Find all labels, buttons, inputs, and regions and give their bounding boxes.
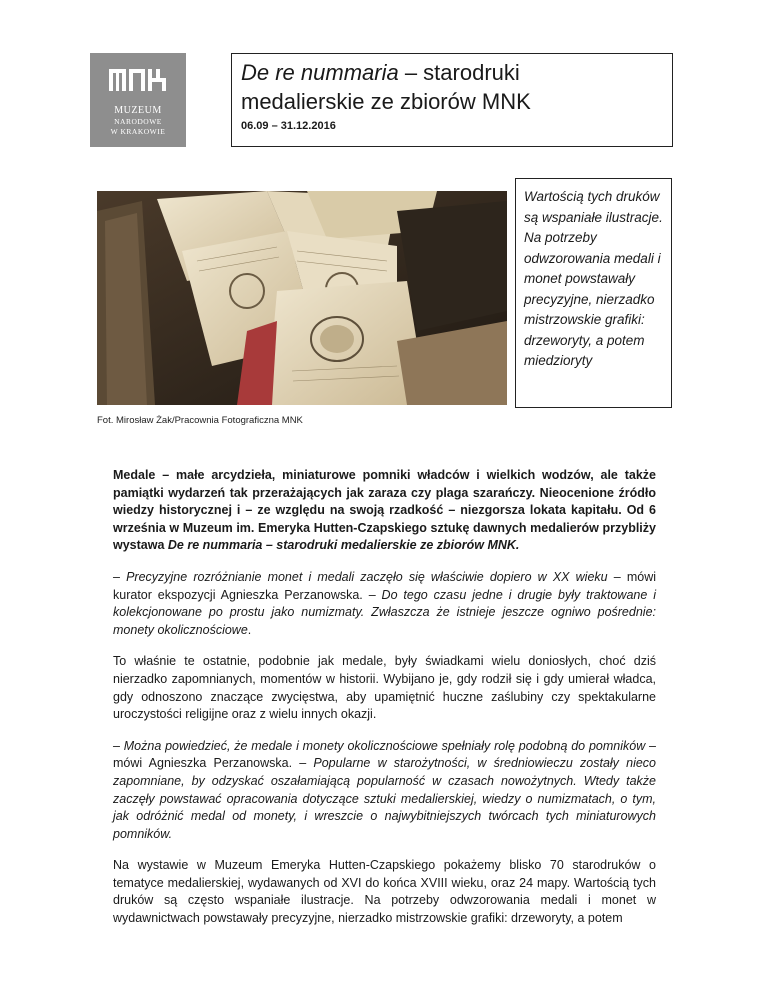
- article-body: [113, 467, 656, 928]
- p4-quote-2: – Popularne w starożytności, w średniowieczu zostały nieco zapomniane, by odzyskać oszałamiającą popularność w czasach nowożytnych. Wtedy także zaczęły powstawać opracowania dotyczące sztuki medalierskiej, wiedzy o numizmatach, o tym, jak odróżnić medal od monety, i wreszcie o najwybitniejszych twórcach tych miniaturowych pomników.: [113, 756, 656, 841]
- logo-line-3: W KRAKOWIE: [110, 127, 166, 136]
- exhibition-dates: 06.09 – 31.12.2016: [241, 120, 336, 132]
- photo-caption: Fot. Mirosław Żak/Pracownia Fotograficzna MNK: [97, 415, 303, 426]
- p2-quote-1: – Precyzyjne rozróżnianie monet i medali zaczęło się właściwie dopiero w XX wieku: [113, 569, 608, 584]
- p4-quote-1: – Można powiedzieć, że medale i monety okolicznościowe spełniały rolę podobną do pomników –: [113, 738, 656, 753]
- exhibition-title-box: [231, 53, 673, 147]
- books-illustration: [97, 191, 507, 405]
- pull-quote: Wartością tych druków są wspaniałe ilustracje. Na potrzeby odwzorowania medali i monet powstawały precyzyjne, nierzadko mistrzowskie grafiki: drzeworyty, a potem miedzioryty: [515, 178, 672, 408]
- title-rest: – starodruki: [398, 60, 520, 85]
- lead-exhibition-title: De re nummaria – starodruki medalierskie ze zbiorów MNK.: [167, 538, 520, 553]
- museum-logo: [90, 53, 186, 147]
- title-line-2: medalierskie ze zbiorów MNK: [241, 89, 531, 114]
- logo-line-2: NARODOWE: [114, 117, 162, 126]
- mnk-logo-mark: [109, 65, 167, 103]
- paragraph-5: Na wystawie w Muzeum Emeryka Hutten-Czapskiego pokażemy blisko 70 starodruków o tematyce medalierskiej, wydawanych od XVI do końca XVIII wieku, oraz 24 mapy. Wartością tych druków są często wspaniałe ilustracje. Na potrzeby odwzorowania medali i monet w wydawnictwach powstawały precyzyjne, nierzadko mistrzowskie grafiki: drzeworyty, a potem: [113, 858, 656, 926]
- title-italic: De re nummaria: [241, 60, 399, 85]
- p2-end: .: [247, 622, 252, 637]
- antique-books-photo: [97, 191, 507, 405]
- lead-text: Medale – małe arcydzieła, miniaturowe pomniki władców i wielkich wodzów, ale także pamiątki wydarzeń tak przerażających jak zaraza czy plaga szarańczy. Nieocenione źródło wiedzy historycznej i – ze względu na swoją rzadkość – niezgorsza lokata kapitału. Od 6 września w Muzeum im. Emeryka Hutten-Czapskiego sztukę dawnych medalierów przybliży wystawa: [113, 468, 656, 553]
- paragraph-4: [113, 738, 656, 844]
- paragraph-3: To właśnie te ostatnie, podobnie jak medale, były świadkami wielu doniosłych, choć dziś nierzadko zapomnianych, momentów w historii. Wybijano je, gdy rodził się i gdy umierał władca, gdy odnoszono znaczące zwycięstwa, aby upamiętnić huczne zaślubiny czy spektakularne uroczystości religijne oraz z wielu innych okazji.: [113, 654, 656, 722]
- p2-attribution: – mówi kurator ekspozycji Agnieszka Perzanowska.: [113, 569, 656, 602]
- lead-paragraph: [113, 467, 656, 555]
- paragraph-2: [113, 569, 656, 639]
- p4-attribution: mówi Agnieszka Perzanowska.: [113, 756, 300, 771]
- title-line-1: [241, 58, 520, 87]
- p2-quote-2: – Do tego czasu jedne i drugie były traktowane i kolekcjonowane po prostu jako numizmaty. Zwłaszcza że istnieje jeszcze ogniwo pośrednie: monety okolicznościowe: [113, 587, 657, 637]
- logo-line-1: MUZEUM: [114, 105, 162, 116]
